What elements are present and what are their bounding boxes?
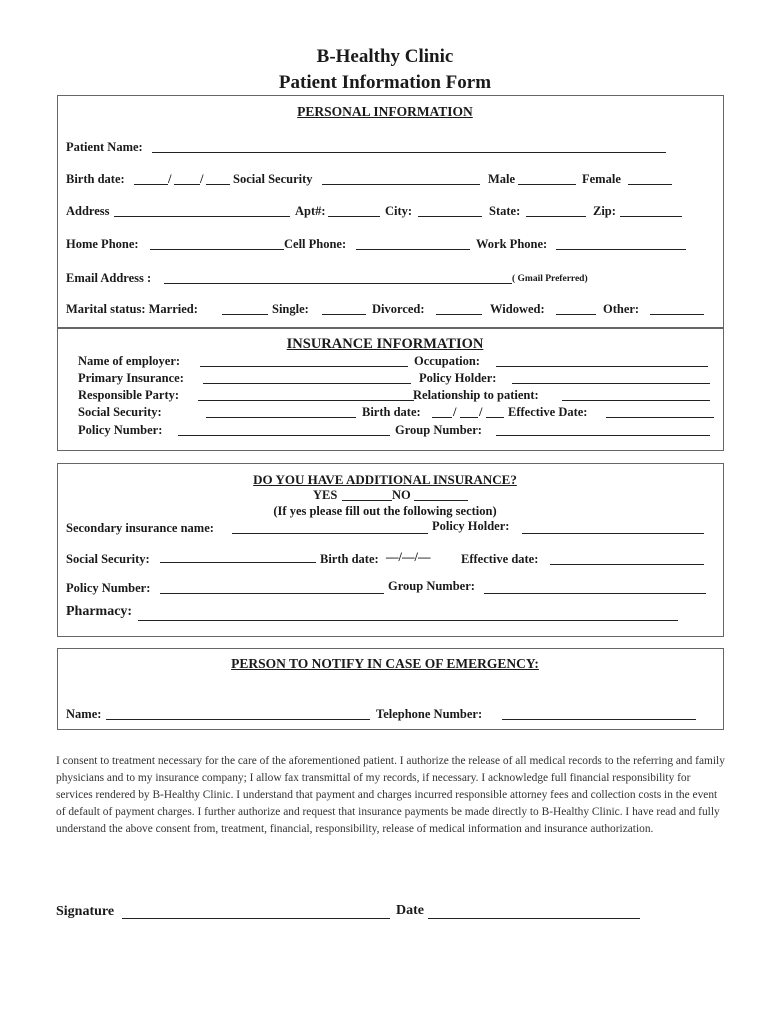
consent-text: I consent to treatment necessary for the care of the aforementioned patient. I authorize the release of all medical records to the referring and family physicians and to my insurance company; I allow fax transmittal of my records, if necessary. I acknowledge full financial responsibility for services rendered by B-Healthy Clinic. I understand that payment and charges incurred responsible attorney fees and collection costs in the event of default of payment charges. I further authorize and request that insurance payments be made directly to B-Healthy Clinic. I have read and fully understand the above consent from, treatment, financial, responsibility, release of medical information and insurance authorization. — [56, 755, 725, 835]
pharmacy-label: Pharmacy: — [66, 604, 133, 619]
birth-day-field[interactable] — [174, 184, 200, 185]
effective-date-label: Effective Date: — [508, 405, 588, 419]
birth-year-field[interactable] — [206, 184, 230, 185]
secondary-group-number-label: Group Number: — [388, 579, 475, 593]
emergency-name-label: Name: — [66, 707, 102, 721]
widowed-field[interactable] — [556, 314, 596, 315]
additional-instruction: (If yes please fill out the following section) — [273, 504, 497, 518]
state-label: State: — [489, 204, 521, 218]
marital-married-label: Marital status: Married: — [66, 302, 198, 316]
primary-insurance-field[interactable] — [203, 383, 411, 384]
date-label: Date — [396, 903, 424, 918]
insurance-slash-1: / — [453, 405, 457, 419]
secondary-insurance-label: Secondary insurance name: — [66, 521, 214, 535]
group-number-field[interactable] — [496, 435, 710, 436]
date-field[interactable] — [428, 918, 640, 919]
birth-date-label: Birth date: — [66, 172, 125, 186]
no-field[interactable] — [414, 500, 468, 501]
divorced-field[interactable] — [436, 314, 482, 315]
work-phone-field[interactable] — [556, 249, 686, 250]
birth-slash-2: / — [200, 172, 204, 186]
insurance-birth-month[interactable] — [432, 417, 452, 418]
gmail-preferred-note: ( Gmail Preferred) — [512, 274, 588, 284]
divorced-label: Divorced: — [372, 302, 425, 316]
married-field[interactable] — [222, 314, 268, 315]
state-field[interactable] — [526, 216, 586, 217]
signature-field[interactable] — [122, 918, 390, 919]
male-label: Male — [488, 172, 516, 186]
male-field[interactable] — [518, 184, 576, 185]
apt-field[interactable] — [328, 216, 380, 217]
responsible-party-label: Responsible Party: — [78, 388, 180, 402]
single-field[interactable] — [322, 314, 366, 315]
employer-label: Name of employer: — [78, 354, 181, 368]
policy-number-label: Policy Number: — [78, 423, 163, 437]
ssn-label: Social Security — [233, 172, 313, 186]
occupation-label: Occupation: — [414, 354, 480, 368]
widowed-label: Widowed: — [490, 302, 545, 316]
signature-label: Signature — [56, 904, 115, 919]
ssn-field[interactable] — [322, 184, 480, 185]
secondary-policy-holder-field[interactable] — [522, 533, 704, 534]
pharmacy-field[interactable] — [138, 620, 678, 621]
email-field[interactable] — [164, 283, 512, 284]
insurance-birth-label: Birth date: — [362, 405, 421, 419]
secondary-effective-label: Effective date: — [461, 552, 539, 566]
effective-date-field[interactable] — [606, 417, 714, 418]
female-field[interactable] — [628, 184, 672, 185]
female-label: Female — [582, 172, 621, 186]
insurance-birth-day[interactable] — [460, 417, 478, 418]
secondary-ssn-label: Social Security: — [66, 552, 150, 566]
work-phone-label: Work Phone: — [476, 237, 548, 251]
primary-insurance-label: Primary Insurance: — [78, 371, 184, 385]
insurance-slash-2: / — [479, 405, 483, 419]
other-field[interactable] — [650, 314, 704, 315]
birth-month-field[interactable] — [134, 184, 168, 185]
insurance-birth-year[interactable] — [486, 417, 504, 418]
policy-holder-label: Policy Holder: — [419, 371, 497, 385]
employer-field[interactable] — [200, 366, 408, 367]
address-label: Address — [66, 204, 110, 218]
secondary-birth-field[interactable]: —/—/— — [386, 550, 431, 564]
emergency-name-field[interactable] — [106, 719, 370, 720]
secondary-policy-holder-label: Policy Holder: — [432, 519, 510, 533]
emergency-telephone-field[interactable] — [502, 719, 696, 720]
emergency-heading: PERSON TO NOTIFY IN CASE OF EMERGENCY: — [231, 656, 539, 671]
insurance-ssn-field[interactable] — [206, 417, 356, 418]
secondary-birth-label: Birth date: — [320, 552, 379, 566]
insurance-heading: INSURANCE INFORMATION — [286, 336, 484, 352]
home-phone-label: Home Phone: — [66, 237, 139, 251]
policy-holder-field[interactable] — [512, 383, 710, 384]
cell-phone-field[interactable] — [356, 249, 470, 250]
secondary-ssn-field[interactable] — [160, 562, 316, 563]
city-field[interactable] — [418, 216, 482, 217]
city-label: City: — [385, 204, 413, 218]
secondary-policy-number-label: Policy Number: — [66, 581, 151, 595]
zip-label: Zip: — [593, 204, 616, 218]
group-number-label: Group Number: — [395, 423, 482, 437]
clinic-name: B-Healthy Clinic — [316, 46, 454, 67]
personal-info-heading: PERSONAL INFORMATION — [297, 104, 473, 119]
secondary-policy-number-field[interactable] — [160, 593, 384, 594]
secondary-insurance-field[interactable] — [232, 533, 428, 534]
responsible-party-field[interactable] — [198, 400, 414, 401]
secondary-effective-field[interactable] — [550, 564, 704, 565]
additional-insurance-heading: DO YOU HAVE ADDITIONAL INSURANCE? — [253, 472, 517, 487]
emergency-telephone-label: Telephone Number: — [376, 707, 483, 721]
other-label: Other: — [603, 302, 640, 316]
secondary-group-number-field[interactable] — [484, 593, 706, 594]
occupation-field[interactable] — [496, 366, 708, 367]
form-title: Patient Information Form — [278, 72, 492, 93]
relationship-label: Relationship to patient: — [413, 388, 539, 402]
patient-name-label: Patient Name: — [66, 140, 143, 154]
home-phone-field[interactable] — [150, 249, 284, 250]
email-label: Email Address : — [66, 271, 152, 285]
address-field[interactable] — [114, 216, 290, 217]
yes-label: YES — [313, 488, 338, 502]
insurance-ssn-label: Social Security: — [78, 405, 162, 419]
single-label: Single: — [272, 302, 309, 316]
relationship-field[interactable] — [562, 400, 710, 401]
cell-phone-label: Cell Phone: — [284, 237, 347, 251]
policy-number-field[interactable] — [178, 435, 390, 436]
patient-name-field[interactable] — [152, 152, 666, 153]
yes-field[interactable] — [342, 500, 392, 501]
no-label: NO — [392, 488, 411, 502]
zip-field[interactable] — [620, 216, 682, 217]
apt-label: Apt#: — [295, 204, 326, 218]
birth-slash-1: / — [168, 172, 172, 186]
